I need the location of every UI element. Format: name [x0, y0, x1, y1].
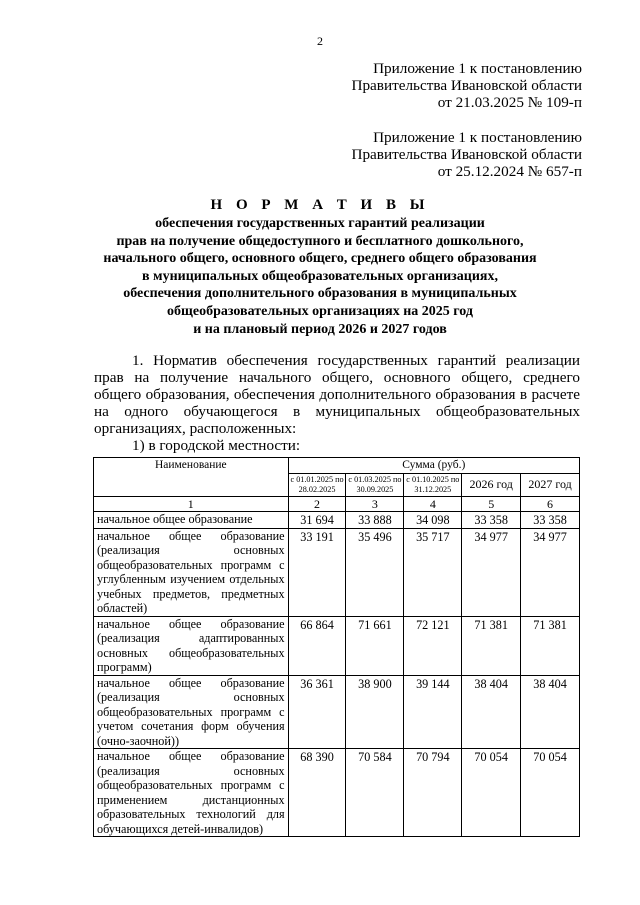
period-header: с 01.03.2025 по 30.09.2025	[346, 473, 404, 496]
paragraph-text: 1. Норматив обеспечения государственных гарантий реализации прав на получение начального общего, основного общего, среднего общего образования, обеспечения дополнительного образования в расчете на одного обучающегося в муниципальных общеобразовательных организациях, расположенных:	[94, 352, 580, 437]
table-header-row	[94, 458, 580, 474]
heading-line: начального общего, основного общего, среднего общего образования	[103, 251, 537, 267]
row-value: 70 794	[404, 749, 462, 837]
row-value: 70 584	[346, 749, 404, 837]
period-header: 2026 год	[462, 473, 521, 496]
column-number: 6	[521, 496, 580, 512]
column-number: 5	[462, 496, 521, 512]
appendix-current-line3: от 21.03.2025 № 109-п	[437, 94, 582, 111]
table-row	[94, 749, 580, 837]
row-value: 31 694	[288, 512, 346, 529]
row-value: 38 404	[521, 675, 580, 749]
row-value: 34 977	[521, 528, 580, 616]
row-value: 35 496	[346, 528, 404, 616]
row-value: 34 977	[462, 528, 521, 616]
heading-subtitle	[40, 215, 600, 338]
heading-line: общеобразовательных организациях на 2025 год	[167, 303, 473, 319]
heading-line: обеспечения дополнительного образования в муниципальных	[123, 286, 517, 302]
period-header: 2027 год	[521, 473, 580, 496]
row-value: 33 191	[288, 528, 346, 616]
table-row	[94, 616, 580, 675]
row-value: 34 098	[404, 512, 462, 529]
row-value: 71 661	[346, 616, 404, 675]
period-header: с 01.01.2025 по 28.02.2025	[288, 473, 346, 496]
appendix-original-line2: Правительства Ивановской области	[351, 146, 582, 163]
header-name: Наименование	[94, 458, 289, 497]
paragraph-sub-item: 1) в городской местности:	[132, 437, 301, 454]
column-number: 2	[288, 496, 346, 512]
heading-line: в муниципальных общеобразовательных организациях,	[142, 268, 498, 284]
heading-line: и на плановый период 2026 и 2027 годов	[193, 321, 447, 337]
row-value: 33 358	[521, 512, 580, 529]
heading-line: обеспечения государственных гарантий реализации	[155, 216, 485, 231]
table-column-numbers	[94, 496, 580, 512]
appendix-current-line2: Правительства Ивановской области	[351, 77, 582, 94]
page-number: 2	[317, 34, 323, 48]
table-row	[94, 528, 580, 616]
column-number: 1	[94, 496, 289, 512]
appendix-current-line1: Приложение 1 к постановлению	[373, 60, 582, 77]
row-name: начальное общее образование (реализация адаптированных основных общеобразовательных программ)	[94, 616, 289, 675]
heading-title: Н О Р М А Т И В Ы	[210, 197, 430, 213]
header-sum: Сумма (руб.)	[288, 458, 579, 474]
appendix-original-line3: от 25.12.2024 № 657-п	[437, 163, 582, 180]
row-value: 66 864	[288, 616, 346, 675]
table-row	[94, 512, 580, 529]
row-value: 38 900	[346, 675, 404, 749]
row-value: 72 121	[404, 616, 462, 675]
row-value: 33 888	[346, 512, 404, 529]
body-paragraph	[94, 352, 580, 454]
column-number: 3	[346, 496, 404, 512]
document-heading	[0, 196, 640, 338]
row-value: 38 404	[462, 675, 521, 749]
heading-line: прав на получение общедоступного и бесплатного дошкольного,	[116, 233, 524, 249]
row-value: 35 717	[404, 528, 462, 616]
appendix-current	[352, 60, 583, 111]
row-value: 39 144	[404, 675, 462, 749]
row-value: 68 390	[288, 749, 346, 837]
row-value: 36 361	[288, 675, 346, 749]
period-header: с 01.10.2025 по 31.12.2025	[404, 473, 462, 496]
norms-table	[93, 457, 580, 837]
row-value: 70 054	[462, 749, 521, 837]
row-value: 33 358	[462, 512, 521, 529]
column-number: 4	[404, 496, 462, 512]
appendix-original-line1: Приложение 1 к постановлению	[373, 129, 582, 146]
row-name: начальное общее образование (реализация основных общеобразовательных программ с учетом сочетания форм обучения (очно-заочной))	[94, 675, 289, 749]
row-name: начальное общее образование (реализация основных общеобразовательных программ с применением дистанционных образовательных технологий для обучающихся детей-инвалидов)	[94, 749, 289, 837]
row-value: 70 054	[521, 749, 580, 837]
table-row	[94, 675, 580, 749]
row-value: 71 381	[521, 616, 580, 675]
appendix-original	[352, 129, 583, 180]
row-value: 71 381	[462, 616, 521, 675]
row-name: начальное общее образование	[94, 512, 289, 529]
row-name: начальное общее образование (реализация основных общеобразовательных программ с углубленным изучением отдельных учебных предметов, предметных областей)	[94, 528, 289, 616]
